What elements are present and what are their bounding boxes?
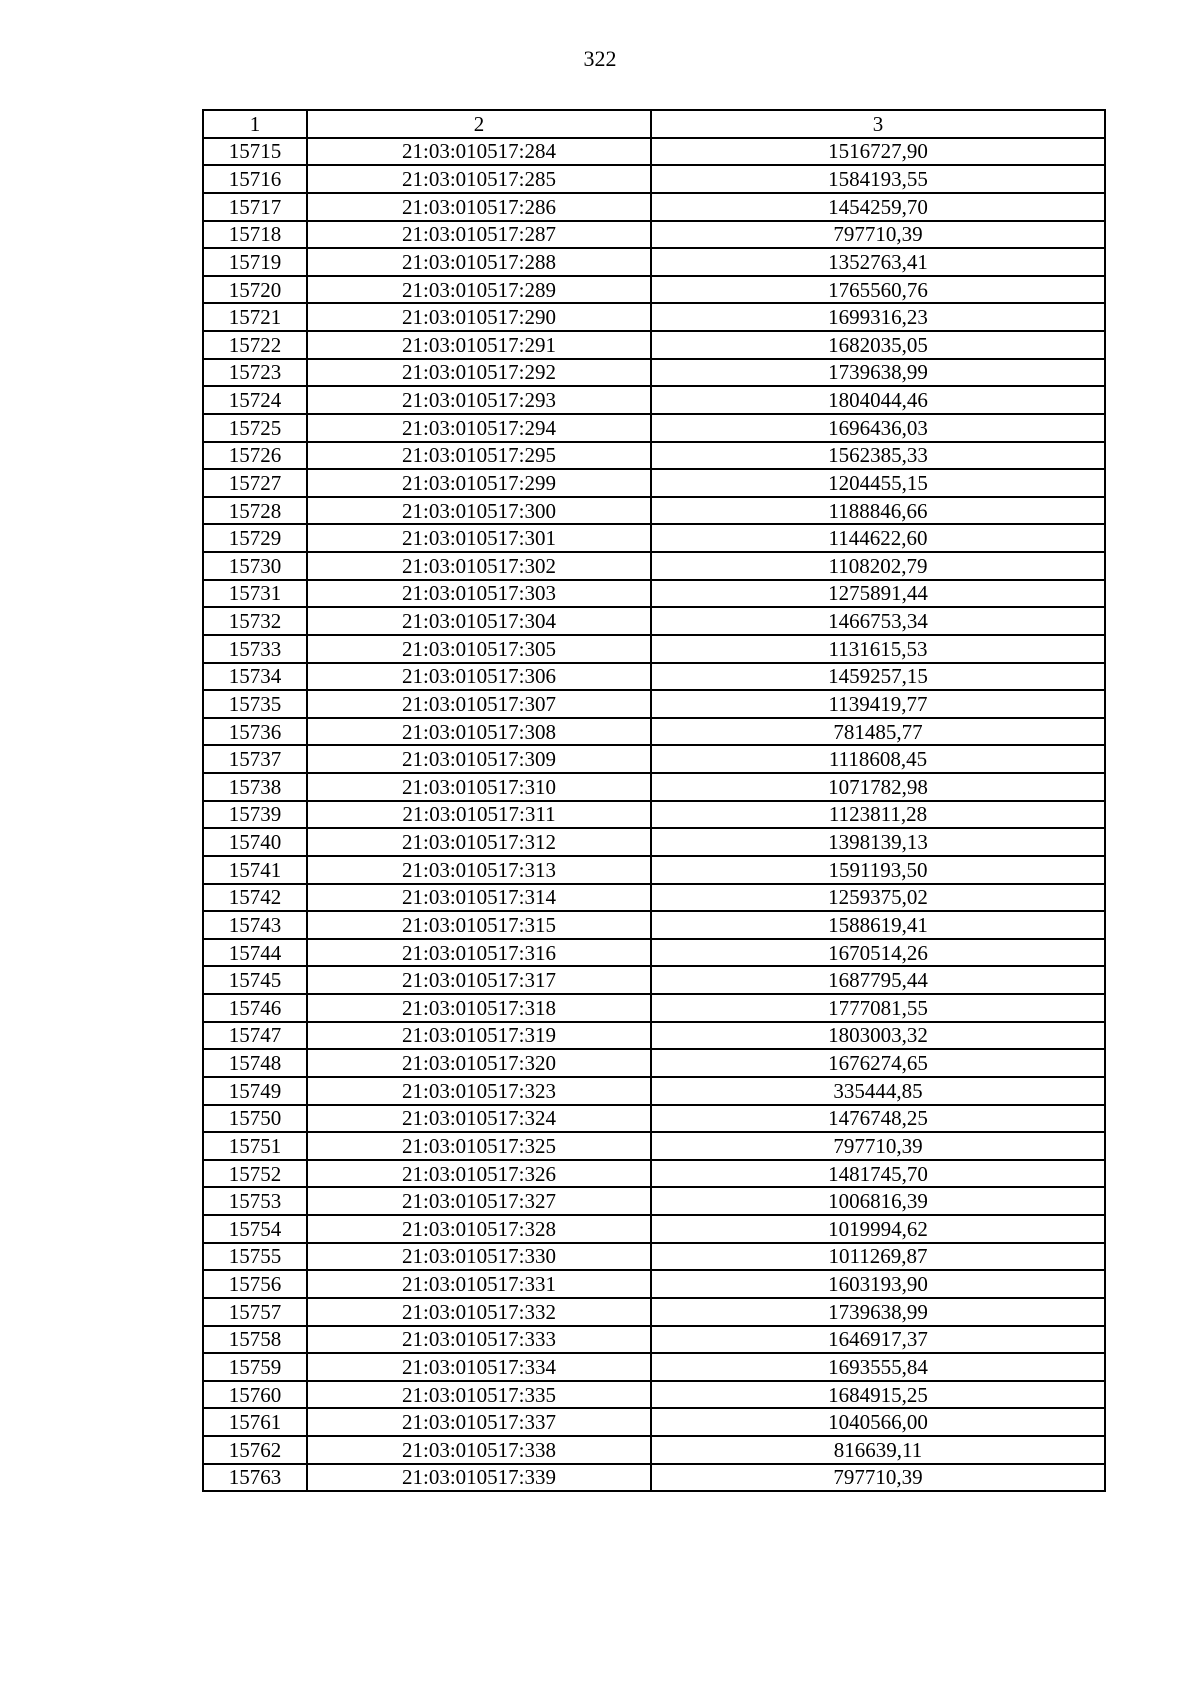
value-cell: 335444,85 <box>651 1077 1105 1105</box>
cadastral-number-cell: 21:03:010517:294 <box>307 414 651 442</box>
table-row <box>203 884 1105 912</box>
table-row <box>203 1270 1105 1298</box>
table-row <box>203 939 1105 967</box>
table-row <box>203 359 1105 387</box>
value-cell: 1739638,99 <box>651 1298 1105 1326</box>
value-cell: 1011269,87 <box>651 1243 1105 1271</box>
cadastral-number-cell: 21:03:010517:330 <box>307 1243 651 1271</box>
cadastral-number-cell: 21:03:010517:291 <box>307 331 651 359</box>
value-cell: 1699316,23 <box>651 303 1105 331</box>
row-number-cell: 15726 <box>203 442 307 470</box>
value-cell: 1676274,65 <box>651 1049 1105 1077</box>
cadastral-number-cell: 21:03:010517:308 <box>307 718 651 746</box>
value-cell: 1040566,00 <box>651 1408 1105 1436</box>
row-number-cell: 15754 <box>203 1215 307 1243</box>
table-body <box>203 138 1105 1492</box>
row-number-cell: 15717 <box>203 193 307 221</box>
value-cell: 797710,39 <box>651 221 1105 249</box>
table-row <box>203 469 1105 497</box>
cadastral-number-cell: 21:03:010517:310 <box>307 773 651 801</box>
table-row <box>203 303 1105 331</box>
value-cell: 1591193,50 <box>651 856 1105 884</box>
cadastral-number-cell: 21:03:010517:290 <box>307 303 651 331</box>
cadastral-number-cell: 21:03:010517:307 <box>307 690 651 718</box>
row-number-cell: 15735 <box>203 690 307 718</box>
table-row <box>203 635 1105 663</box>
table-row <box>203 552 1105 580</box>
cadastral-number-cell: 21:03:010517:288 <box>307 248 651 276</box>
row-number-cell: 15724 <box>203 386 307 414</box>
row-number-cell: 15741 <box>203 856 307 884</box>
row-number-cell: 15733 <box>203 635 307 663</box>
row-number-cell: 15722 <box>203 331 307 359</box>
row-number-cell: 15721 <box>203 303 307 331</box>
value-cell: 1275891,44 <box>651 580 1105 608</box>
cadastral-number-cell: 21:03:010517:313 <box>307 856 651 884</box>
table-row <box>203 165 1105 193</box>
cadastral-number-cell: 21:03:010517:304 <box>307 607 651 635</box>
row-number-cell: 15755 <box>203 1243 307 1271</box>
header-row <box>203 110 1105 138</box>
row-number-cell: 15720 <box>203 276 307 304</box>
table-row <box>203 718 1105 746</box>
cadastral-number-cell: 21:03:010517:335 <box>307 1381 651 1409</box>
cadastral-number-cell: 21:03:010517:305 <box>307 635 651 663</box>
value-cell: 1139419,77 <box>651 690 1105 718</box>
row-number-cell: 15753 <box>203 1187 307 1215</box>
value-cell: 1693555,84 <box>651 1353 1105 1381</box>
row-number-cell: 15734 <box>203 663 307 691</box>
value-cell: 1803003,32 <box>651 1022 1105 1050</box>
value-cell: 797710,39 <box>651 1464 1105 1492</box>
value-cell: 1777081,55 <box>651 994 1105 1022</box>
row-number-cell: 15752 <box>203 1160 307 1188</box>
table-row <box>203 442 1105 470</box>
value-cell: 1481745,70 <box>651 1160 1105 1188</box>
row-number-cell: 15746 <box>203 994 307 1022</box>
cadastral-number-cell: 21:03:010517:328 <box>307 1215 651 1243</box>
cadastral-number-cell: 21:03:010517:293 <box>307 386 651 414</box>
table-row <box>203 1326 1105 1354</box>
table-row <box>203 773 1105 801</box>
row-number-cell: 15716 <box>203 165 307 193</box>
table-row <box>203 1436 1105 1464</box>
cadastral-number-cell: 21:03:010517:306 <box>307 663 651 691</box>
cadastral-number-cell: 21:03:010517:299 <box>307 469 651 497</box>
row-number-cell: 15750 <box>203 1105 307 1133</box>
value-cell: 797710,39 <box>651 1132 1105 1160</box>
value-cell: 1682035,05 <box>651 331 1105 359</box>
cadastral-number-cell: 21:03:010517:337 <box>307 1408 651 1436</box>
table-row <box>203 1381 1105 1409</box>
row-number-cell: 15738 <box>203 773 307 801</box>
page-number: 322 <box>583 46 617 71</box>
table-row <box>203 856 1105 884</box>
table-row <box>203 1187 1105 1215</box>
row-number-cell: 15729 <box>203 524 307 552</box>
row-number-cell: 15751 <box>203 1132 307 1160</box>
table-row <box>203 193 1105 221</box>
cadastral-number-cell: 21:03:010517:309 <box>307 745 651 773</box>
row-number-cell: 15740 <box>203 828 307 856</box>
cadastral-number-cell: 21:03:010517:311 <box>307 801 651 829</box>
value-cell: 1118608,45 <box>651 745 1105 773</box>
table-row <box>203 221 1105 249</box>
value-cell: 1765560,76 <box>651 276 1105 304</box>
cadastral-number-cell: 21:03:010517:325 <box>307 1132 651 1160</box>
cadastral-number-cell: 21:03:010517:323 <box>307 1077 651 1105</box>
table-row <box>203 497 1105 525</box>
cadastral-number-cell: 21:03:010517:339 <box>307 1464 651 1492</box>
table-row <box>203 331 1105 359</box>
row-number-cell: 15737 <box>203 745 307 773</box>
table-row <box>203 1022 1105 1050</box>
table-row <box>203 801 1105 829</box>
cadastral-number-cell: 21:03:010517:287 <box>307 221 651 249</box>
row-number-cell: 15759 <box>203 1353 307 1381</box>
row-number-cell: 15718 <box>203 221 307 249</box>
table-row <box>203 966 1105 994</box>
cadastral-number-cell: 21:03:010517:318 <box>307 994 651 1022</box>
cadastral-number-cell: 21:03:010517:301 <box>307 524 651 552</box>
row-number-cell: 15742 <box>203 884 307 912</box>
row-number-cell: 15757 <box>203 1298 307 1326</box>
value-cell: 1123811,28 <box>651 801 1105 829</box>
row-number-cell: 15739 <box>203 801 307 829</box>
value-cell: 1259375,02 <box>651 884 1105 912</box>
table-row <box>203 248 1105 276</box>
table-row <box>203 1408 1105 1436</box>
row-number-cell: 15760 <box>203 1381 307 1409</box>
row-number-cell: 15762 <box>203 1436 307 1464</box>
value-cell: 1588619,41 <box>651 911 1105 939</box>
cadastral-number-cell: 21:03:010517:292 <box>307 359 651 387</box>
cadastral-number-cell: 21:03:010517:300 <box>307 497 651 525</box>
column-header-1: 1 <box>203 110 307 138</box>
row-number-cell: 15756 <box>203 1270 307 1298</box>
value-cell: 1466753,34 <box>651 607 1105 635</box>
value-cell: 1019994,62 <box>651 1215 1105 1243</box>
row-number-cell: 15728 <box>203 497 307 525</box>
table-row <box>203 138 1105 166</box>
value-cell: 781485,77 <box>651 718 1105 746</box>
table-row <box>203 386 1105 414</box>
value-cell: 1670514,26 <box>651 939 1105 967</box>
cadastral-number-cell: 21:03:010517:302 <box>307 552 651 580</box>
table-row <box>203 690 1105 718</box>
cadastral-number-cell: 21:03:010517:320 <box>307 1049 651 1077</box>
table-header <box>203 110 1105 138</box>
row-number-cell: 15731 <box>203 580 307 608</box>
cadastral-number-cell: 21:03:010517:333 <box>307 1326 651 1354</box>
value-cell: 1131615,53 <box>651 635 1105 663</box>
data-table <box>202 109 1106 1492</box>
cadastral-number-cell: 21:03:010517:285 <box>307 165 651 193</box>
table-row <box>203 828 1105 856</box>
value-cell: 1071782,98 <box>651 773 1105 801</box>
value-cell: 1646917,37 <box>651 1326 1105 1354</box>
table-row <box>203 1077 1105 1105</box>
table-row <box>203 1353 1105 1381</box>
cadastral-number-cell: 21:03:010517:314 <box>307 884 651 912</box>
cadastral-number-cell: 21:03:010517:315 <box>307 911 651 939</box>
table-row <box>203 911 1105 939</box>
table-row <box>203 1243 1105 1271</box>
table-row <box>203 276 1105 304</box>
value-cell: 1804044,46 <box>651 386 1105 414</box>
table-row <box>203 1215 1105 1243</box>
row-number-cell: 15727 <box>203 469 307 497</box>
table-row <box>203 1298 1105 1326</box>
value-cell: 1684915,25 <box>651 1381 1105 1409</box>
table-row <box>203 1132 1105 1160</box>
row-number-cell: 15725 <box>203 414 307 442</box>
value-cell: 1476748,25 <box>651 1105 1105 1133</box>
value-cell: 1188846,66 <box>651 497 1105 525</box>
cadastral-number-cell: 21:03:010517:324 <box>307 1105 651 1133</box>
row-number-cell: 15747 <box>203 1022 307 1050</box>
value-cell: 1144622,60 <box>651 524 1105 552</box>
row-number-cell: 15749 <box>203 1077 307 1105</box>
value-cell: 1562385,33 <box>651 442 1105 470</box>
column-header-3: 3 <box>651 110 1105 138</box>
cadastral-number-cell: 21:03:010517:312 <box>307 828 651 856</box>
row-number-cell: 15744 <box>203 939 307 967</box>
table-row <box>203 745 1105 773</box>
table-row <box>203 414 1105 442</box>
value-cell: 1696436,03 <box>651 414 1105 442</box>
row-number-cell: 15743 <box>203 911 307 939</box>
cadastral-number-cell: 21:03:010517:326 <box>307 1160 651 1188</box>
row-number-cell: 15736 <box>203 718 307 746</box>
value-cell: 1108202,79 <box>651 552 1105 580</box>
value-cell: 1687795,44 <box>651 966 1105 994</box>
table-row <box>203 607 1105 635</box>
table-row <box>203 1160 1105 1188</box>
table-row <box>203 1049 1105 1077</box>
table-row <box>203 524 1105 552</box>
value-cell: 1459257,15 <box>651 663 1105 691</box>
cadastral-number-cell: 21:03:010517:319 <box>307 1022 651 1050</box>
value-cell: 816639,11 <box>651 1436 1105 1464</box>
value-cell: 1352763,41 <box>651 248 1105 276</box>
value-cell: 1006816,39 <box>651 1187 1105 1215</box>
cadastral-number-cell: 21:03:010517:316 <box>307 939 651 967</box>
cadastral-number-cell: 21:03:010517:317 <box>307 966 651 994</box>
row-number-cell: 15732 <box>203 607 307 635</box>
row-number-cell: 15719 <box>203 248 307 276</box>
table-row <box>203 1464 1105 1492</box>
value-cell: 1584193,55 <box>651 165 1105 193</box>
cadastral-number-cell: 21:03:010517:332 <box>307 1298 651 1326</box>
value-cell: 1454259,70 <box>651 193 1105 221</box>
cadastral-number-cell: 21:03:010517:331 <box>307 1270 651 1298</box>
cadastral-number-cell: 21:03:010517:303 <box>307 580 651 608</box>
value-cell: 1204455,15 <box>651 469 1105 497</box>
value-cell: 1398139,13 <box>651 828 1105 856</box>
row-number-cell: 15761 <box>203 1408 307 1436</box>
value-cell: 1739638,99 <box>651 359 1105 387</box>
row-number-cell: 15745 <box>203 966 307 994</box>
cadastral-number-cell: 21:03:010517:284 <box>307 138 651 166</box>
table-row <box>203 1105 1105 1133</box>
cadastral-number-cell: 21:03:010517:295 <box>307 442 651 470</box>
row-number-cell: 15730 <box>203 552 307 580</box>
row-number-cell: 15748 <box>203 1049 307 1077</box>
cadastral-number-cell: 21:03:010517:289 <box>307 276 651 304</box>
table-container <box>202 109 1106 1492</box>
cadastral-number-cell: 21:03:010517:327 <box>307 1187 651 1215</box>
row-number-cell: 15723 <box>203 359 307 387</box>
row-number-cell: 15763 <box>203 1464 307 1492</box>
cadastral-number-cell: 21:03:010517:334 <box>307 1353 651 1381</box>
column-header-2: 2 <box>307 110 651 138</box>
table-row <box>203 994 1105 1022</box>
row-number-cell: 15758 <box>203 1326 307 1354</box>
cadastral-number-cell: 21:03:010517:338 <box>307 1436 651 1464</box>
row-number-cell: 15715 <box>203 138 307 166</box>
table-row <box>203 580 1105 608</box>
value-cell: 1516727,90 <box>651 138 1105 166</box>
table-row <box>203 663 1105 691</box>
cadastral-number-cell: 21:03:010517:286 <box>307 193 651 221</box>
value-cell: 1603193,90 <box>651 1270 1105 1298</box>
